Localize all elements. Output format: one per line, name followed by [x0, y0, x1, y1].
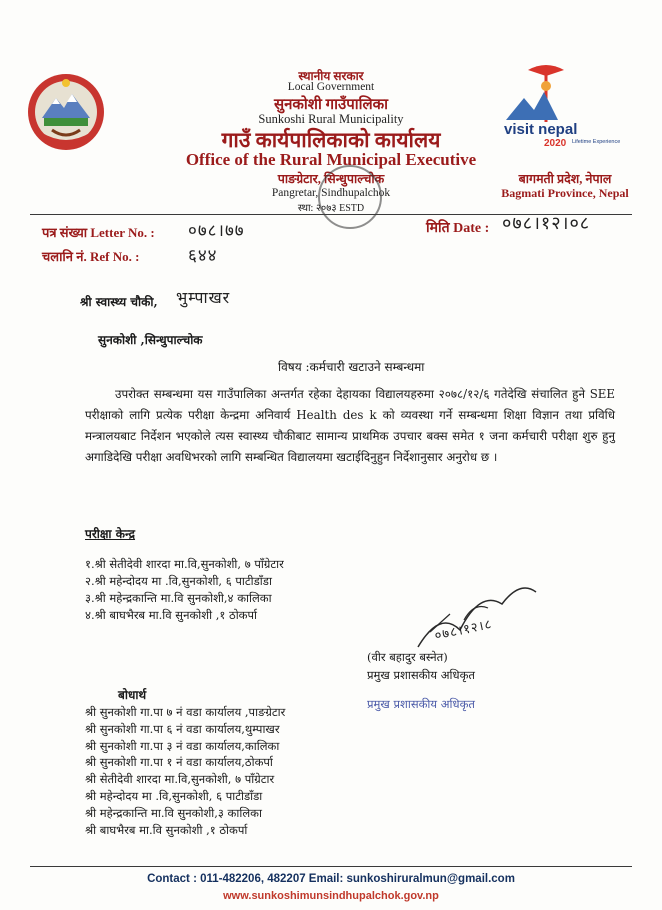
list-item: श्री सुनकोशी गा.पा ६ नं वडा कार्यालय,थुम्पाखर	[85, 721, 280, 736]
list-item: ४.श्री बाघभैरब मा.वि सुनकोशी ,१ ठोकर्पा	[85, 608, 258, 622]
cc-title: बोधार्थ	[118, 688, 147, 702]
list-item: श्री सेतीदेवी शारदा मा.वि,सुनकोशी, ७ पाँग्रेटार	[85, 772, 275, 787]
list-item: श्री सुनकोशी गा.पा ७ नं वडा कार्यालय ,पाङग्रेटार	[85, 705, 286, 719]
visit-nepal-text: visit nepal	[504, 121, 578, 138]
list-item: श्री सुनकोशी गा.पा ३ नं वडा कार्यालय,कालिका	[85, 738, 280, 753]
office-stamp-icon	[318, 165, 382, 229]
established: स्था: २०७३ ESTD	[297, 203, 365, 214]
ref-no-value: ६४४	[188, 246, 218, 266]
list-item: श्री महेन्द्रकान्ति मा.वि सुनकोशी,३ कालिका	[85, 805, 262, 820]
cc-list	[85, 704, 285, 838]
letter-no-label: पत्र संख्या Letter No. :	[42, 225, 155, 240]
signature-scribble-icon	[410, 572, 540, 657]
list-item: २.श्री महेन्दोदय मा .वि,सुनकोशी, ६ पाटीडाँडा	[85, 574, 272, 588]
recipient-line1: श्री स्वास्थ्य चौकी,	[80, 295, 158, 309]
municipality-en: Sunkoshi Rural Municipality	[258, 112, 404, 126]
body-paragraph: उपरोक्त सम्बन्धमा यस गाउँपालिका अन्तर्गत रहेका देहायका विद्यालयहरुमा २०७८/१२/६ गतेदेखि संचालित हुने SEE परीक्षाको लागि प्रत्येक परीक्षा केन्द्रमा अनिवार्य Health des k को व्यवस्था गर्ने सम्बन्धमा शिक्षा विज्ञान तथा प्रविधि मन्त्रालयबाट निर्देशन भएकोले त्यस स्वास्थ्य चौकीबाट सामान्य प्राथमिक उपचार बक्स समेत १ जना कर्मचारी परीक्षा शुरु हुनु अगाडिदेखि परीक्षा अवधिभरको लागि सम्बन्धित विद्यालयमा खटाईदिनुहुन निर्देशानुसार अनुरोध छ ।	[85, 387, 615, 464]
office-en: Office of the Rural Municipal Executive	[185, 150, 477, 169]
list-item: श्री बाघभैरब मा.वि सुनकोशी ,१ ठोकर्पा	[85, 822, 248, 837]
recipient-line2: सुनकोशी ,सिन्धुपाल्चोक	[98, 333, 203, 347]
province-np: बागमती प्रदेश, नेपाल	[518, 172, 612, 186]
local-gov-np: स्थानीय सरकार	[298, 69, 364, 83]
visit-tag-text: Lifetime Experiences	[572, 139, 620, 145]
municipality-np: सुनकोशी गाउँपालिका	[273, 97, 389, 113]
address-np: पाङग्रेटार, सिन्धुपाल्चोक	[277, 172, 385, 186]
list-item: ३.श्री महेन्द्रकान्ति मा.वि सुनकोशी,४ कालिका	[85, 591, 272, 605]
designation-stamp: प्रमुख प्रशासकीय अधिकृत	[367, 697, 475, 711]
exam-centers-title: परीक्षा केन्द्र	[85, 527, 136, 541]
province-en: Bagmati Province, Nepal	[501, 186, 629, 200]
visit-nepal-logo	[500, 62, 620, 152]
footer-divider	[30, 866, 632, 867]
signatory-title: प्रमुख प्रशासकीय अधिकृत	[367, 668, 475, 682]
footer-contact: Contact : 011-482206, 482207 Email: sunkoshiruralmun@gmail.com	[147, 873, 515, 885]
letter-no-value: ०७८।७७	[188, 221, 245, 241]
list-item: श्री महेन्दोदय मा .वि,सुनकोशी, ६ पाटीडाँडा	[85, 788, 263, 803]
list-item: श्री सुनकोशी गा.पा १ नं वडा कार्यालय,ठोकर्पा	[85, 755, 273, 770]
signature-date-handwritten: ०७८।१२।८	[433, 617, 494, 644]
visit-year-text: 2020	[544, 138, 567, 149]
local-gov-en: Local Government	[287, 81, 375, 93]
date-value: ०७८।१२।०८	[502, 213, 591, 234]
list-item: १.श्री सेतीदेवी शारदा मा.वि,सुनकोशी, ७ पाँग्रेटार	[85, 557, 284, 571]
office-np: गाउँ कार्यपालिकाको कार्यालय	[221, 128, 441, 152]
exam-centers-list	[85, 556, 284, 624]
recipient-handwritten: भुम्पाखर	[176, 288, 231, 307]
ref-no-label: चलानि नं. Ref No. :	[42, 249, 140, 264]
date-label: मिति Date :	[426, 221, 490, 236]
footer-website[interactable]: www.sunkoshimunsindhupalchok.gov.np	[223, 890, 439, 902]
subject: विषय :कर्मचारी खटाउने सम्बन्धमा	[278, 360, 425, 374]
address-en: Pangretar, Sindhupalchok	[271, 187, 391, 199]
signatory-name: (वीर बहादुर बस्नेत)	[367, 650, 448, 664]
